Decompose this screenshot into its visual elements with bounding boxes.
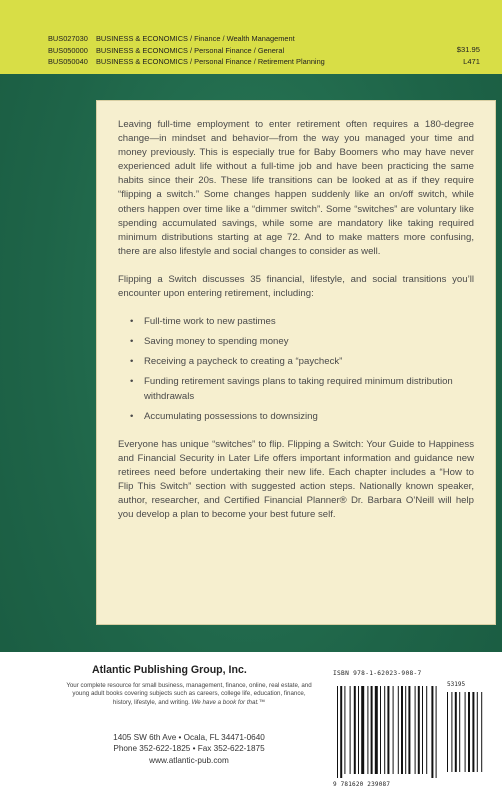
bisac-subjects [48, 33, 325, 68]
list-item: • Accumulating possessions to downsizing [118, 410, 474, 424]
publisher-phone: Phone 352-622-1825 • Fax 352-622-1875 [113, 744, 265, 754]
paragraph-lead: Flipping a Switch discusses 35 financial, lifestyle, and social transitions you’ll encounter upon entering retirement, including: [118, 273, 474, 300]
blurb-tagline: We have a book for that.™ [191, 698, 266, 706]
barcode-icon [335, 680, 495, 780]
list-item: • Receiving a paycheck to creating a “paycheck” [118, 355, 474, 369]
list-item: • Saving money to spending money [118, 335, 474, 349]
publisher-blurb [64, 682, 314, 707]
subject-row [48, 33, 325, 45]
list-item: • Funding retirement savings plans to taking required minimum distribution withdrawals [118, 375, 474, 403]
subject-code: BUS050000 [48, 45, 88, 55]
subject-row [48, 56, 325, 68]
isbn-number: ISBN 978-1-62023-908-7 [333, 670, 422, 677]
subject-label: BUSINESS & ECONOMICS / Personal Finance / General [96, 45, 285, 55]
subject-code: BUS050040 [48, 57, 88, 66]
barcode-digits: 9 781620 239087 [333, 781, 391, 788]
transitions-list [118, 315, 474, 424]
price-block [457, 44, 480, 67]
paragraph-closing: Everyone has unique “switches” to flip. Flipping a Switch: Your Guide to Happiness and Financial Security in Later Life offers important information and guidance new retirees need before undertaking their new life. Each chapter includes a “How to Flip This Switch” section with suggested action steps. Nationally known speaker, author, researcher, and Certified Financial Planner® Dr. Barbara O’Neill will help you develop a plan to become your best future self. [118, 438, 474, 521]
subject-row [48, 45, 325, 57]
publisher-address: 1405 SW 6th Ave • Ocala, FL 34471-0640 [113, 733, 265, 742]
price-code: L471 [463, 56, 480, 66]
barcode-addon-number: 53195 [447, 681, 466, 688]
list-item: • Full-time work to new pastimes [118, 315, 474, 329]
publisher-contact [64, 732, 314, 766]
subject-label: BUSINESS & ECONOMICS / Personal Finance / Retirement Planning [96, 57, 325, 66]
description-text [118, 118, 474, 536]
publisher-name: Atlantic Publishing Group, Inc. [92, 664, 247, 676]
blurb-text: Your complete resource for small business, management, finance, online, real estate, and young adult books covering subjects such as careers, college life, education, finance, history, lifestyle, and writing. [66, 682, 312, 706]
price: $31.95 [456, 45, 480, 54]
paragraph-intro: Leaving full-time employment to enter retirement often requires a 180-degree change—in mindset and behavior—from the way you managed your time and money previously. This is especially true for Baby Boomers who may have never experienced adult life without a full-time job and have been practicing the same habits since their 20s. These life transitions can be looked at as if they require “flipping a switch.” Some changes happen suddenly like an on/off switch, while others happen over time like a “dimmer switch”. Some “switches” are voluntary like spending accumulated savings, while some are mandatory like taking required minimum distributions starting at age 72. And to make matters more confusing, there are also lifestyle and social changes to consider as well. [118, 119, 474, 257]
subject-label: BUSINESS & ECONOMICS / Finance / Wealth Management [96, 34, 295, 43]
subject-code: BUS027030 [48, 34, 88, 43]
publisher-website: www.atlantic-pub.com [149, 755, 229, 765]
